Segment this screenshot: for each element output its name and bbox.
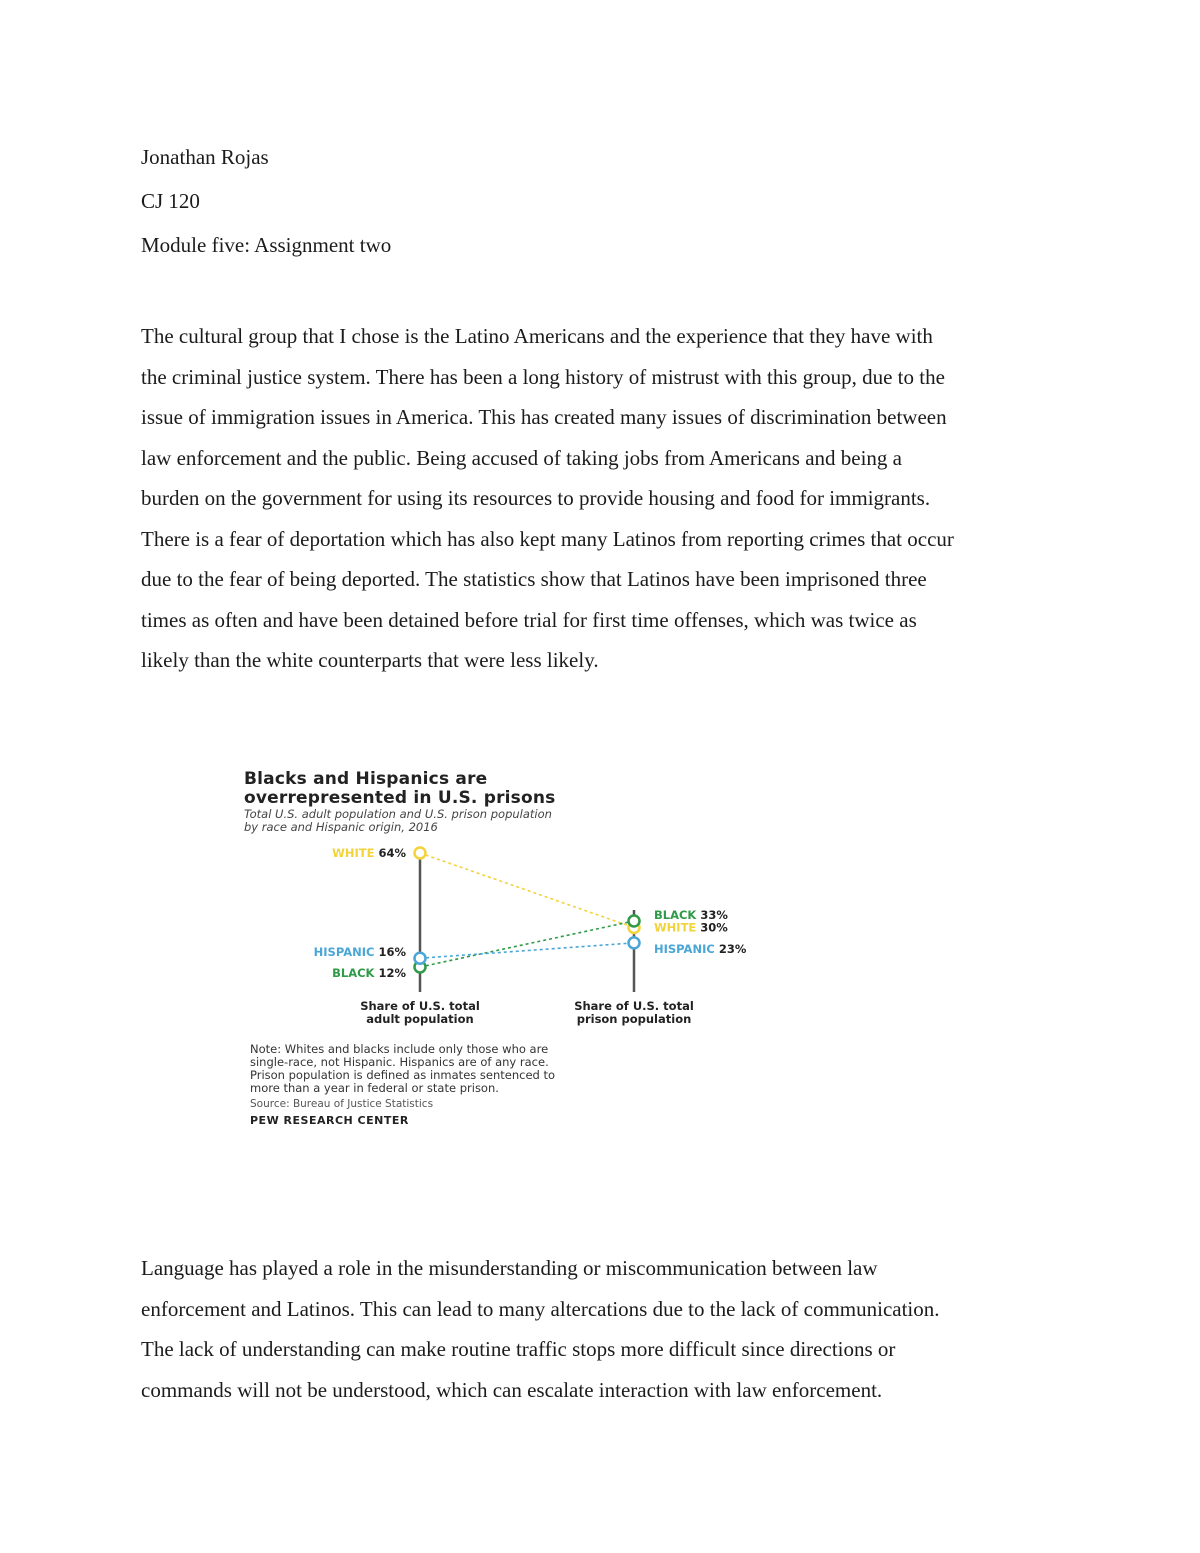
data-label-hispanic — [314, 945, 407, 959]
paragraph-2-line: The lack of understanding can make routine traffic stops more difficult since directions or — [141, 1337, 896, 1361]
paragraph-1-line: times as often and have been detained before trial for first time offenses, which was twice as — [141, 607, 917, 632]
chart-note-line: more than a year in federal or state prison. — [250, 1081, 499, 1095]
data-point-hispanic — [629, 937, 640, 948]
slope-line-white — [420, 853, 634, 928]
chart-note-line: single-race, not Hispanic. Hispanics are of any race. — [250, 1055, 549, 1069]
data-label-black — [332, 966, 406, 980]
data-label-black — [654, 908, 728, 922]
series-name: HISPANIC — [313, 945, 379, 960]
paragraph-1-line: issue of immigration issues in America. This has created many issues of discrimination between — [141, 405, 947, 429]
paragraph-1 — [141, 316, 1071, 681]
paragraph-2-line: enforcement and Latinos. This can lead to many altercations due to the lack of communication. — [141, 1296, 940, 1321]
series-value: 23% — [718, 941, 747, 956]
series-name: BLACK — [654, 907, 701, 922]
column-label: Share of U.S. total — [574, 999, 694, 1013]
slope-chart-plot — [240, 760, 820, 1040]
series-name: BLACK — [332, 966, 379, 980]
chart-title-line: overrepresented in U.S. prisons — [244, 788, 556, 808]
data-label-white — [332, 846, 406, 860]
assignment-title: Module five: Assignment two — [141, 233, 392, 257]
column-label: adult population — [366, 1012, 474, 1026]
prison-population-chart — [240, 760, 820, 1140]
series-value: 64% — [378, 846, 406, 860]
paragraph-2 — [141, 1248, 1071, 1410]
data-label-hispanic — [654, 942, 747, 956]
chart-note-line: Prison population is defined as inmates sentenced to — [250, 1068, 556, 1082]
series-name: WHITE — [332, 846, 379, 860]
paragraph-1-line: likely than the white counterparts that were less likely. — [141, 648, 599, 672]
chart-subtitle-line: by race and Hispanic origin, 2016 — [244, 820, 438, 834]
paragraph-1-line: due to the fear of being deported. The statistics show that Latinos have been imprisoned three — [141, 567, 927, 591]
series-value: 30% — [700, 920, 728, 935]
paragraph-1-line: law enforcement and the public. Being accused of taking jobs from Americans and being a — [141, 445, 903, 470]
paragraph-2-line: commands will not be understood, which can escalate interaction with law enforcement. — [141, 1377, 883, 1402]
chart-subtitle-line: Total U.S. adult population and U.S. prison population — [244, 807, 552, 821]
slope-line-hispanic — [420, 943, 634, 958]
paragraph-1-line: There is a fear of deportation which has also kept many Latinos from reporting crimes that occur — [141, 526, 954, 551]
paragraph-1-line: the criminal justice system. There has been a long history of mistrust with this group, due to the — [141, 364, 945, 389]
chart-title-line: Blacks and Hispanics are — [244, 769, 488, 789]
chart-credit: PEW RESEARCH CENTER — [250, 1114, 409, 1127]
data-point-white — [415, 848, 426, 859]
data-point-black — [629, 915, 640, 926]
chart-note-line: Note: Whites and blacks include only those who are — [250, 1042, 549, 1056]
author-name: Jonathan Rojas — [141, 145, 269, 169]
slope-line-black — [420, 921, 634, 967]
series-name: WHITE — [654, 920, 701, 935]
series-value: 33% — [700, 907, 728, 922]
series-value: 16% — [378, 945, 406, 960]
column-label: prison population — [576, 1012, 692, 1026]
column-label: Share of U.S. total — [360, 999, 480, 1013]
paragraph-2-line: Language has played a role in the misunderstanding or miscommunication between law — [141, 1256, 878, 1280]
data-point-hispanic — [415, 953, 426, 964]
course-code: CJ 120 — [141, 189, 200, 213]
paragraph-1-line: burden on the government for using its resources to provide housing and food for immigrants. — [141, 486, 931, 510]
series-name: HISPANIC — [654, 941, 719, 956]
data-label-white — [654, 921, 728, 935]
chart-source: Source: Bureau of Justice Statistics — [250, 1098, 434, 1110]
paragraph-1-line: The cultural group that I chose is the Latino Americans and the experience that they have with — [141, 324, 933, 348]
series-value: 12% — [378, 966, 406, 980]
